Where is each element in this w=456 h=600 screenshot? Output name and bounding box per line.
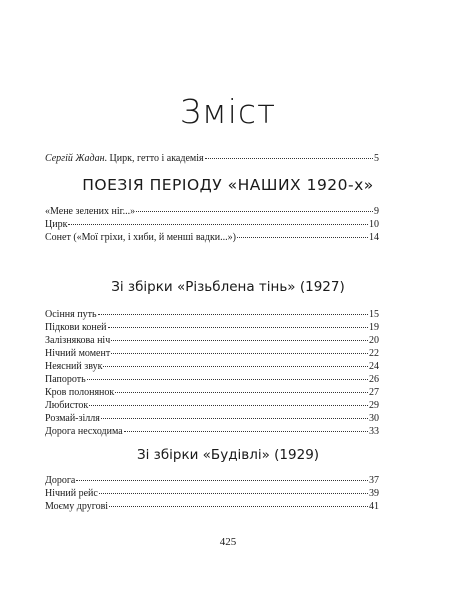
leader-dots (111, 332, 368, 341)
section-heading-rizblena-tin: Зі збірки «Різьблена тінь» (1927) (111, 279, 345, 295)
leader-dots (111, 345, 368, 354)
toc-entry-page: 39 (369, 488, 379, 499)
page-title: Зміст (179, 92, 277, 131)
toc-entry-label: Моєму другові (45, 501, 109, 512)
toc-entry-label: Дорога несходима (45, 426, 123, 437)
toc-entry-label: Любисток (45, 400, 89, 411)
leader-dots (89, 397, 368, 406)
toc-entry-label: Сонет («Мої гріхи, і хиби, й менші вадки...») (45, 232, 236, 243)
toc-entry-intro (45, 152, 379, 165)
leader-dots (136, 203, 373, 212)
toc-entry-label: «Мене зелених ніг...» (45, 206, 136, 217)
toc-entry (45, 231, 379, 244)
toc-entry-page: 9 (374, 206, 379, 217)
toc-entry-label: Папороть (45, 374, 86, 385)
leader-dots (124, 423, 368, 432)
toc-entry-label: Дорога (45, 475, 76, 486)
leader-dots (87, 371, 368, 380)
toc-entry-page: 37 (369, 475, 379, 486)
toc-entry-page: 29 (369, 400, 379, 411)
leader-dots (109, 498, 368, 507)
toc-entry-label: Розмай-зілля (45, 413, 100, 424)
toc-entry (45, 425, 379, 438)
section-heading-poetry-1920s: ПОЕЗІЯ ПЕРІОДУ «НАШИХ 1920-х» (82, 176, 374, 194)
toc-entry-page: 26 (369, 374, 379, 385)
leader-dots (99, 485, 368, 494)
leader-dots (108, 319, 368, 328)
toc-entry-author: Сергій Жадан (45, 153, 105, 164)
leader-dots (237, 229, 368, 238)
section-heading-budivli: Зі збірки «Будівлі» (1929) (136, 447, 320, 463)
toc-entry-page: 41 (369, 501, 379, 512)
leader-dots (98, 306, 368, 315)
leader-dots (205, 150, 373, 159)
toc-entry-page: 15 (369, 309, 379, 320)
toc-entry-page: 27 (369, 387, 379, 398)
toc-entry-page: 10 (369, 219, 379, 230)
toc-entry (45, 500, 379, 513)
toc-entry-title: . Цирк, гетто і академія (104, 153, 204, 164)
toc-entry-label (45, 153, 204, 165)
toc-entry-label: Неясний звук (45, 361, 103, 372)
toc-entry-label: Цирк (45, 219, 68, 230)
toc-entry-page: 30 (369, 413, 379, 424)
toc-entry-page: 22 (369, 348, 379, 359)
toc-entry-page: 20 (369, 335, 379, 346)
page-number: 425 (219, 536, 237, 548)
toc-entry-label: Нічний момент (45, 348, 111, 359)
leader-dots (115, 384, 368, 393)
toc-entry-label: Нічний рейс (45, 488, 98, 499)
leader-dots (103, 358, 368, 367)
toc-entry-label: Залізнякова ніч (45, 335, 111, 346)
leader-dots (101, 410, 368, 419)
leader-dots (76, 472, 368, 481)
toc-entry-label: Підкови коней (45, 322, 107, 333)
leader-dots (68, 216, 368, 225)
toc-entry-label: Кров полонянок (45, 387, 115, 398)
toc-entry-page: 33 (369, 426, 379, 437)
toc-entry-page: 19 (369, 322, 379, 333)
toc-entry-label: Осіння путь (45, 309, 97, 320)
toc-entry-page: 5 (374, 153, 379, 164)
toc-entry-page: 24 (369, 361, 379, 372)
toc-entry-page: 14 (369, 232, 379, 243)
